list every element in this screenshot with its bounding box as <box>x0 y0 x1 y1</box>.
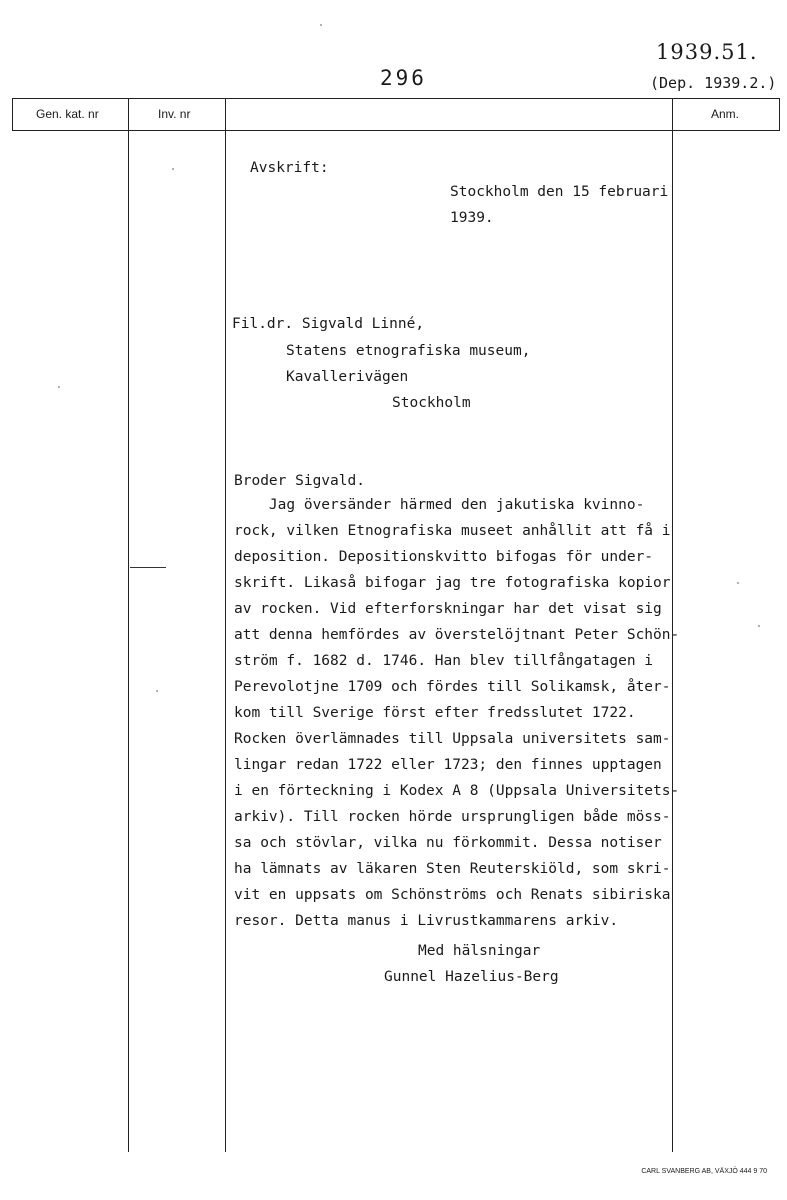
body-line: i en förteckning i Kodex A 8 (Uppsala Universitets- <box>234 783 680 799</box>
body-line: ström f. 1682 d. 1746. Han blev tillfångatagen i <box>234 653 654 669</box>
scan-speck <box>58 386 60 388</box>
body-line: kom till Sverige först efter fredsslutet 1722. <box>234 705 636 721</box>
scan-speck <box>320 24 322 26</box>
column-divider-3 <box>672 98 673 1152</box>
recipient-city: Stockholm <box>392 395 471 411</box>
handwritten-reference: 1939.51. <box>656 40 758 64</box>
table-right-border <box>779 98 780 131</box>
recipient-institution: Statens etnografiska museum, <box>286 343 531 359</box>
letter-signature: Gunnel Hazelius-Berg <box>384 969 559 985</box>
letter-date: Stockholm den 15 februari <box>450 184 669 200</box>
scan-speck <box>172 168 174 170</box>
body-line: Jag översänder härmed den jakutiska kvinno- <box>234 497 645 513</box>
body-line: sa och stövlar, vilka nu förkommit. Dessa notiser <box>234 835 662 851</box>
deposit-reference: (Dep. 1939.2.) <box>650 74 777 92</box>
recipient-street: Kavallerivägen <box>286 369 409 385</box>
margin-dash-mark <box>130 567 166 568</box>
recipient-name: Fil.dr. Sigvald Linné, <box>232 316 425 332</box>
body-line: skrift. Likaså bifogar jag tre fotografiska kopior <box>234 575 671 591</box>
body-line: vit en uppsats om Schönströms och Renats sibiriska <box>234 887 671 903</box>
salutation: Broder Sigvald. <box>234 473 365 489</box>
body-line: deposition. Depositionskvitto bifogas för under- <box>234 549 654 565</box>
column-header-gen-kat: Gen. kat. nr <box>36 107 99 121</box>
body-line: lingar redan 1722 eller 1723; den finnes upptagen <box>234 757 662 773</box>
body-line: ha lämnats av läkaren Sten Reuterskiöld, som skri- <box>234 861 671 877</box>
column-divider-1 <box>128 98 129 1152</box>
column-header-anm: Anm. <box>711 107 740 121</box>
column-divider-2 <box>225 98 226 1152</box>
letter-heading: Avskrift: <box>250 160 329 176</box>
table-left-border <box>12 98 13 131</box>
body-line: Rocken överlämnades till Uppsala universitets sam- <box>234 731 671 747</box>
body-line: rock, vilken Etnografiska museet anhållit att få i <box>234 523 671 539</box>
scan-speck <box>737 582 739 584</box>
letter-closing: Med hälsningar <box>418 943 541 959</box>
scan-speck <box>758 625 760 627</box>
column-header-inv: Inv. nr <box>158 107 191 121</box>
page-number: 296 <box>380 66 427 90</box>
printer-imprint: CARL SVANBERG AB, VÄXJÖ 444 9 70 <box>641 1168 767 1175</box>
body-line: resor. Detta manus i Livrustkammarens arkiv. <box>234 913 619 929</box>
body-line: arkiv). Till rocken hörde ursprungligen både möss- <box>234 809 671 825</box>
body-line: av rocken. Vid efterforskningar har det visat sig <box>234 601 662 617</box>
body-line: att denna hemfördes av överstelöjtnant Peter Schön- <box>234 627 680 643</box>
letter-date-year: 1939. <box>450 210 494 226</box>
scan-speck <box>156 690 158 692</box>
body-line: Perevolotjne 1709 och fördes till Solikamsk, åter- <box>234 679 671 695</box>
